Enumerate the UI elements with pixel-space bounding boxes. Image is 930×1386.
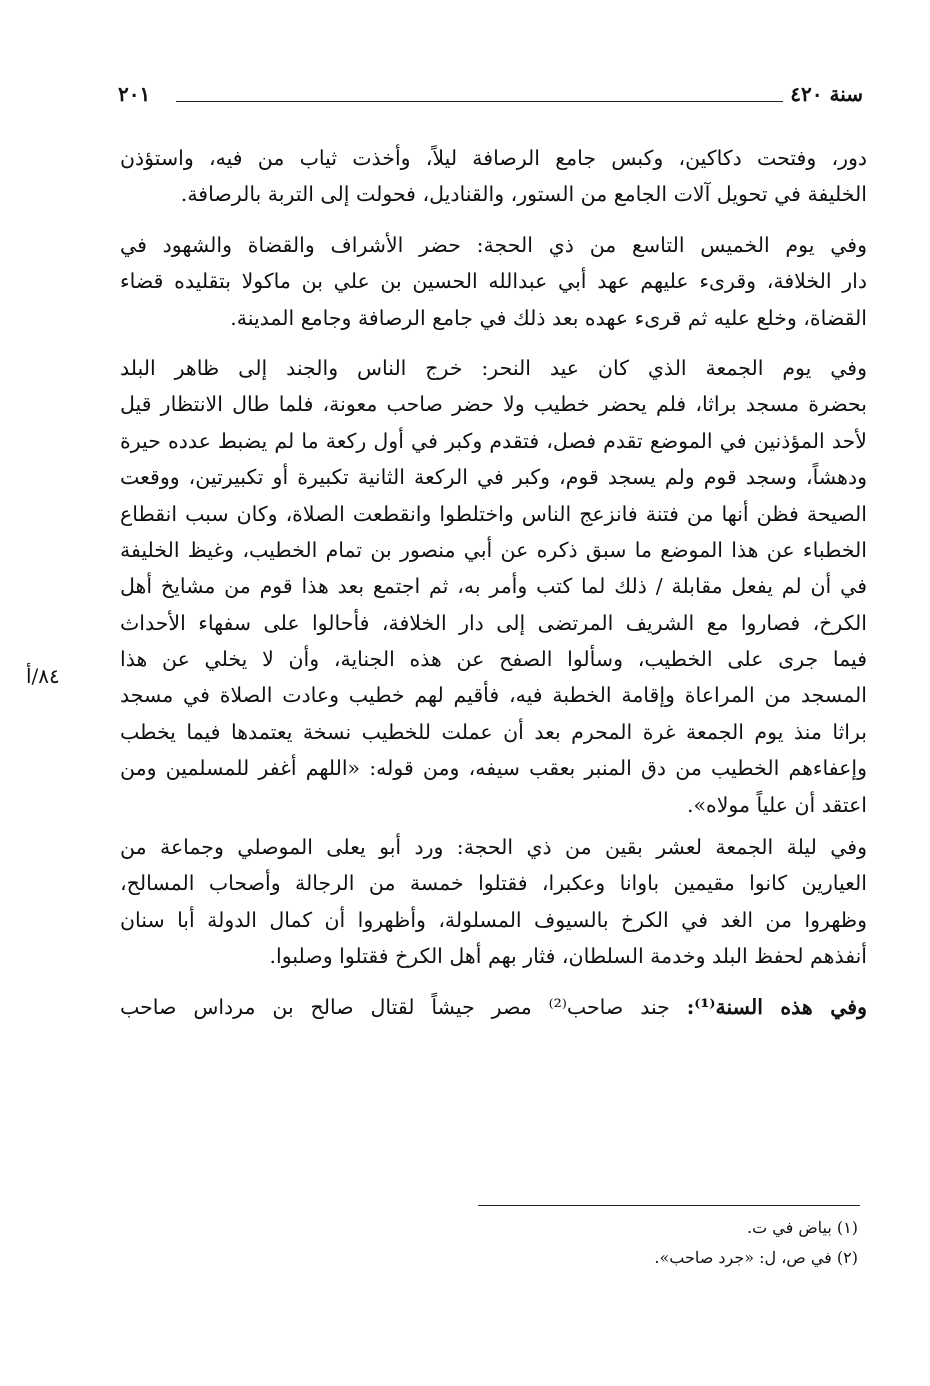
text-line: وفي يوم الخميس التاسع من ذي الحجة: حضر الأشراف والقضاة والشهود في	[120, 232, 867, 257]
text-line: بحضرة مسجد براثا، فلم يحضر خطيب ولا حضر صاحب معونة، فلما طال الانتظار قيل	[120, 392, 867, 417]
text-line: المسجد من المراعاة وإقامة الخطبة فيه، فأقيم لهم خطيب وعادت الصلاة في مسجد	[120, 683, 867, 708]
text-line: في أن لم يفعل مقابلة / ذلك لما كتب وأمر به، ثم اجتمع بعد هذا قوم من مشايخ أهل	[120, 574, 867, 599]
footnote: (٢) في ص، ل: «جرد صاحب».	[654, 1248, 858, 1267]
text-line: الكرخ، فصاروا مع الشريف المرتضى إلى دار الخلافة، فأحالوا على سفهاء الأحداث	[120, 610, 867, 635]
text-line: وإعفاءهم الخطيب من دق المنبر بعقب سيفه، ومن قوله: «اللهم أغفر للمسلمين ومن	[120, 756, 867, 781]
text-line: اعتقد أن علياً مولاه».	[686, 792, 867, 817]
paragraph	[120, 829, 867, 975]
footnote: (١) بياض في ت.	[747, 1218, 858, 1237]
text-line: الخليفة في تحويل آلات الجامع من الستور، والقناديل، فحولت إلى التربة بالرصافة.	[180, 182, 867, 207]
header-rule	[176, 101, 783, 102]
running-head-year: سنة ٤٢٠	[790, 82, 863, 106]
text-line: القضاة، وخلع عليه ثم قرىء عهده بعد ذلك في جامع الرصافة وجامع المدينة.	[230, 305, 867, 330]
text-line: فيما جرى على الخطيب، وسألوا الصفح عن هذه الجناية، وأن لا يخلي عن هذا	[120, 647, 867, 672]
text-line: وظهروا من الغد في الكرخ بالسيوف المسلولة، وأظهروا أن كمال الدولة أبا سنان	[120, 907, 867, 932]
footnotes	[358, 1213, 858, 1273]
paragraph	[120, 350, 867, 823]
paragraph	[120, 227, 867, 336]
text-line: لأحد المؤذنين في الموضع تقدم فصل، فتقدم وكبر في أول ركعة ما لم يضبط عدده حيرة	[120, 428, 867, 453]
page-number: ٢٠١	[118, 82, 151, 106]
text-line: الصيحة فظن أنها من فتنة فانزعج الناس واختلطوا وانقطعت الصلاة، وكان سبب انقطاع	[120, 501, 867, 526]
page-header	[118, 82, 863, 112]
text-line: وفي يوم الجمعة الذي كان عيد النحر: خرج الناس والجند إلى ظاهر البلد	[120, 355, 867, 380]
text-line: ودهشاً، وسجد قوم ولم يسجد قوم، وكبر في الركعة الثانية تكبيرة أو تكبيرتين، ووقعت	[120, 465, 867, 490]
section-lead: وفي هذه السنة⁽¹⁾:	[686, 994, 867, 1019]
footnote-rule	[478, 1205, 860, 1206]
paragraph	[120, 989, 867, 1025]
text-line: أنفذهم لحفظ البلد وخدمة السلطان، فثار بهم أهل الكرخ فقتلوا وصلبوا.	[269, 944, 867, 969]
text-line: دار الخلافة، وقرىء عليهم عهد أبي عبدالله الحسين بن علي بن ماكولا بتقليده قضاء	[120, 269, 867, 294]
text-line: دور، وفتحت دكاكين، وكبس جامع الرصافة ليلاً، وأخذت ثياب من فيه، واستؤذن	[120, 146, 867, 170]
text-line: العيارين كانوا مقيمين باوانا وعكبرا، فقتلوا خمسة من الرجالة وأصحاب المسالح،	[120, 871, 867, 896]
text-line: الخطباء عن هذا الموضع ما سبق ذكره عن أبي منصور بن تمام الخطيب، وغيظ الخليفة	[120, 537, 867, 562]
paragraph	[120, 140, 867, 213]
text-run: جند صاحب⁽²⁾ مصر جيشاً لقتال صالح بن مرداس صاحب	[120, 994, 670, 1019]
text-line	[120, 989, 867, 1025]
text-line: وفي ليلة الجمعة لعشر بقين من ذي الحجة: ورد أبو يعلى الموصلي وجماعة من	[120, 835, 867, 860]
margin-folio-note: ٨٤/أ	[26, 664, 60, 688]
text-line: براثا منذ يوم الجمعة غرة المحرم بعد أن عملت للخطيب نسخة يعتمدها فيما يخطب	[120, 719, 867, 744]
main-text	[120, 140, 867, 1025]
